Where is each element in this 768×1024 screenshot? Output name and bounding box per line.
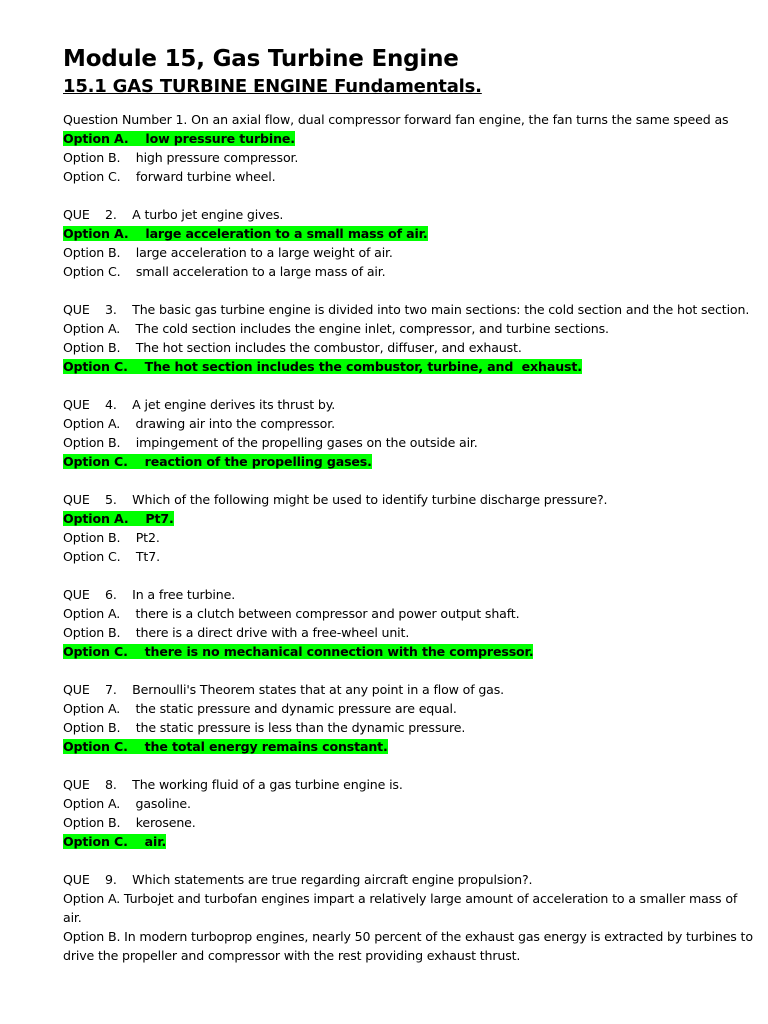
option-text: Option B. impingement of the propelling gases on the outside air. [63, 435, 478, 450]
correct-option [63, 129, 753, 148]
correct-option [63, 357, 753, 376]
correct-option [63, 509, 753, 528]
correct-option-highlight: Option A. large acceleration to a small mass of air. [63, 226, 428, 241]
correct-option-highlight: Option A. Pt7. [63, 511, 174, 526]
question-block [63, 870, 753, 965]
question-block [63, 205, 753, 281]
option-text: Option A. gasoline. [63, 796, 191, 811]
correct-option-highlight: Option A. low pressure turbine. [63, 131, 295, 146]
option-text: Option B. Pt2. [63, 530, 160, 545]
question-block [63, 490, 753, 566]
question-list [63, 110, 753, 965]
option-text: Option B. kerosene. [63, 815, 196, 830]
option-text: Option B. there is a direct drive with a free-wheel unit. [63, 625, 410, 640]
correct-option-highlight: Option C. The hot section includes the combustor, turbine, and exhaust. [63, 359, 582, 374]
correct-option [63, 452, 753, 471]
question-block [63, 300, 753, 376]
question-text: QUE 7. Bernoulli's Theorem states that at any point in a flow of gas. [63, 682, 505, 697]
correct-option-highlight: Option C. there is no mechanical connection with the compressor. [63, 644, 534, 659]
document-page [63, 44, 753, 984]
option-text: Option B. The hot section includes the combustor, diffuser, and exhaust. [63, 340, 522, 355]
option-text: Option B. In modern turboprop engines, nearly 50 percent of the exhaust gas energy is extracted by turbines to drive the propeller and compressor with the rest providing exhaust thrust. [63, 929, 753, 963]
option-text: Option C. forward turbine wheel. [63, 169, 276, 184]
correct-option [63, 737, 753, 756]
question-text: QUE 2. A turbo jet engine gives. [63, 207, 284, 222]
correct-option [63, 832, 753, 851]
option-text: Option A. the static pressure and dynamic pressure are equal. [63, 701, 457, 716]
question-text: QUE 5. Which of the following might be used to identify turbine discharge pressure?. [63, 492, 608, 507]
correct-option-highlight: Option C. the total energy remains constant. [63, 739, 388, 754]
option-text: Option A. Turbojet and turbofan engines impart a relatively large amount of acceleration to a smaller mass of air. [63, 891, 738, 925]
option-text: Option A. there is a clutch between compressor and power output shaft. [63, 606, 520, 621]
question-text: QUE 3. The basic gas turbine engine is divided into two main sections: the cold section and the hot section. [63, 302, 750, 317]
option-text: Option C. small acceleration to a large mass of air. [63, 264, 386, 279]
option-text: Option B. high pressure compressor. [63, 150, 299, 165]
option-text: Option B. large acceleration to a large weight of air. [63, 245, 393, 260]
page-title: Module 15, Gas Turbine Engine [63, 46, 459, 72]
question-text: QUE 8. The working fluid of a gas turbine engine is. [63, 777, 403, 792]
question-block [63, 395, 753, 471]
question-text: QUE 4. A jet engine derives its thrust by. [63, 397, 336, 412]
correct-option [63, 224, 753, 243]
question-block [63, 775, 753, 851]
question-block [63, 680, 753, 756]
section-subtitle: 15.1 GAS TURBINE ENGINE Fundamentals. [63, 76, 482, 97]
option-text: Option B. the static pressure is less than the dynamic pressure. [63, 720, 466, 735]
question-text: Question Number 1. On an axial flow, dual compressor forward fan engine, the fan turns the same speed as [63, 112, 729, 127]
correct-option-highlight: Option C. air. [63, 834, 167, 849]
option-text: Option A. The cold section includes the engine inlet, compressor, and turbine sections. [63, 321, 609, 336]
option-text: Option C. Tt7. [63, 549, 160, 564]
question-block [63, 585, 753, 661]
question-block [63, 110, 753, 186]
correct-option [63, 642, 753, 661]
option-text: Option A. drawing air into the compressor. [63, 416, 335, 431]
correct-option-highlight: Option C. reaction of the propelling gases. [63, 454, 372, 469]
question-text: QUE 9. Which statements are true regarding aircraft engine propulsion?. [63, 872, 533, 887]
question-text: QUE 6. In a free turbine. [63, 587, 236, 602]
